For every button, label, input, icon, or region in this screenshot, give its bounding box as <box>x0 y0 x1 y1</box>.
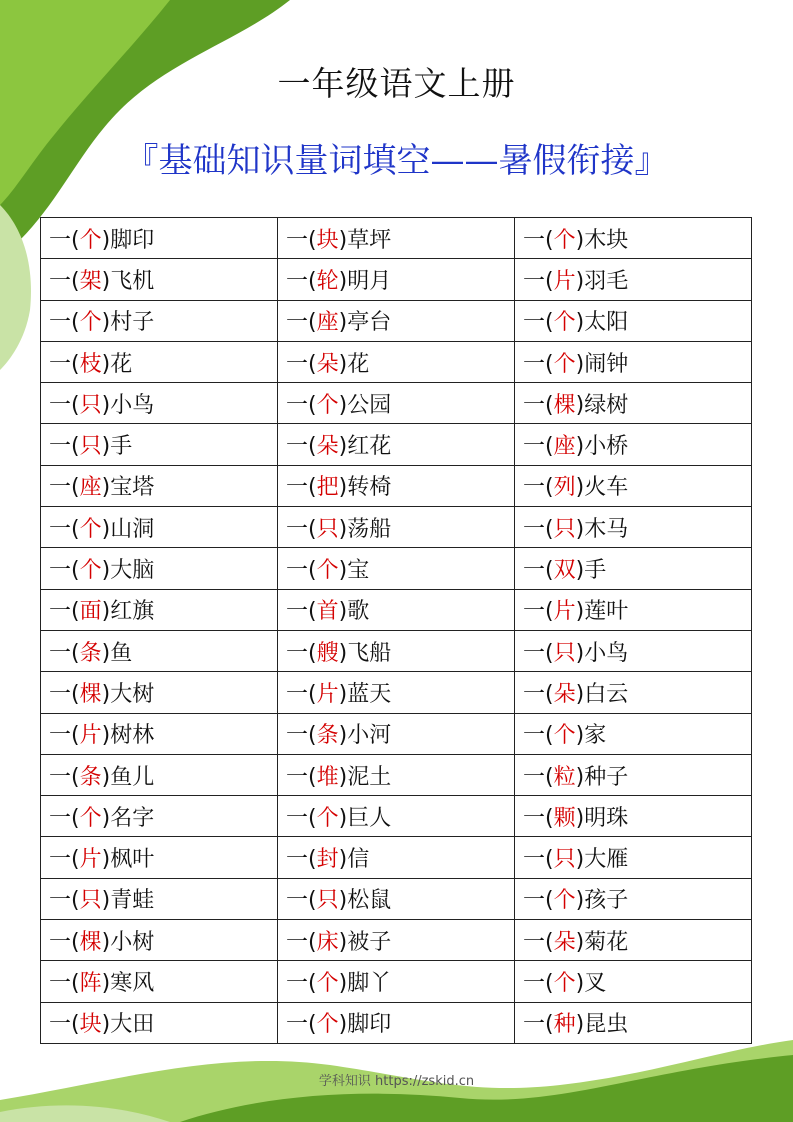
cell-suffix: )寒风 <box>101 970 155 996</box>
measure-word: 个 <box>553 888 576 914</box>
measure-word: 朵 <box>316 351 339 377</box>
cell-suffix: )信 <box>338 847 370 873</box>
cell-prefix: 一( <box>49 227 80 253</box>
measure-word: 条 <box>316 723 339 749</box>
table-cell <box>515 383 752 424</box>
measure-word: 座 <box>79 475 102 501</box>
measure-word: 只 <box>316 516 339 542</box>
measure-word: 片 <box>79 723 102 749</box>
cell-prefix: 一( <box>286 392 317 418</box>
cell-prefix: 一( <box>523 558 554 584</box>
cell-prefix: 一( <box>523 351 554 377</box>
cell-suffix: )转椅 <box>338 475 392 501</box>
measure-word: 个 <box>316 1012 339 1038</box>
measure-word: 座 <box>553 434 576 460</box>
table-cell <box>41 424 278 465</box>
cell-prefix: 一( <box>523 723 554 749</box>
table-cell <box>515 878 752 919</box>
footer-source: 学科知识 https://zskid.cn <box>318 1074 475 1089</box>
table-cell <box>278 548 515 589</box>
table-row <box>41 300 752 341</box>
measure-word: 床 <box>316 929 339 955</box>
cell-prefix: 一( <box>49 970 80 996</box>
table-row <box>41 424 752 465</box>
measure-word: 个 <box>553 723 576 749</box>
measure-word: 只 <box>553 847 576 873</box>
measure-word: 片 <box>553 268 576 294</box>
cell-prefix: 一( <box>49 640 80 666</box>
table-cell <box>278 383 515 424</box>
cell-suffix: )绿树 <box>575 392 629 418</box>
table-cell <box>278 837 515 878</box>
cell-prefix: 一( <box>49 888 80 914</box>
measure-word: 块 <box>79 1012 102 1038</box>
measure-word: 封 <box>316 847 339 873</box>
cell-prefix: 一( <box>49 392 80 418</box>
table-cell <box>278 259 515 300</box>
cell-prefix: 一( <box>286 970 317 996</box>
cell-prefix: 一( <box>523 475 554 501</box>
table-cell <box>41 1002 278 1043</box>
table-cell <box>41 961 278 1002</box>
cell-prefix: 一( <box>49 310 80 336</box>
cell-suffix: )脚丫 <box>338 970 392 996</box>
cell-prefix: 一( <box>286 805 317 831</box>
table-cell <box>278 465 515 506</box>
measure-word: 朵 <box>553 681 576 707</box>
cell-prefix: 一( <box>286 227 317 253</box>
table-cell <box>515 920 752 961</box>
table-cell <box>515 672 752 713</box>
measure-word: 面 <box>79 599 102 625</box>
cell-suffix: )闹钟 <box>575 351 629 377</box>
table-cell <box>515 424 752 465</box>
table-row <box>41 837 752 878</box>
measure-word: 个 <box>79 558 102 584</box>
cell-suffix: )白云 <box>575 681 629 707</box>
table-cell <box>515 341 752 382</box>
cell-prefix: 一( <box>286 351 317 377</box>
measure-word: 粒 <box>553 764 576 790</box>
cell-suffix: )公园 <box>338 392 392 418</box>
cell-suffix: )山洞 <box>101 516 155 542</box>
cell-prefix: 一( <box>523 805 554 831</box>
table-cell <box>41 837 278 878</box>
table-cell <box>278 754 515 795</box>
cell-suffix: )孩子 <box>575 888 629 914</box>
cell-suffix: )巨人 <box>338 805 392 831</box>
table-cell <box>515 1002 752 1043</box>
cell-prefix: 一( <box>49 847 80 873</box>
table-cell <box>515 218 752 259</box>
table-cell <box>41 259 278 300</box>
measure-word: 条 <box>79 764 102 790</box>
table-cell <box>41 507 278 548</box>
cell-suffix: )枫叶 <box>101 847 155 873</box>
cell-prefix: 一( <box>49 434 80 460</box>
cell-prefix: 一( <box>523 268 554 294</box>
cell-prefix: 一( <box>286 268 317 294</box>
measure-word: 朵 <box>316 434 339 460</box>
cell-suffix: )蓝天 <box>338 681 392 707</box>
table-row <box>41 630 752 671</box>
measure-word: 个 <box>553 310 576 336</box>
measure-word: 个 <box>79 805 102 831</box>
cell-suffix: )宝塔 <box>101 475 155 501</box>
cell-prefix: 一( <box>49 558 80 584</box>
measure-word: 个 <box>553 227 576 253</box>
table-cell <box>515 589 752 630</box>
table-cell <box>515 630 752 671</box>
cell-prefix: 一( <box>523 599 554 625</box>
cell-prefix: 一( <box>523 310 554 336</box>
cell-prefix: 一( <box>49 516 80 542</box>
measure-word: 只 <box>79 888 102 914</box>
cell-suffix: )脚印 <box>338 1012 392 1038</box>
cell-prefix: 一( <box>523 764 554 790</box>
cell-suffix: )鱼 <box>101 640 133 666</box>
cell-prefix: 一( <box>49 805 80 831</box>
table-cell <box>41 878 278 919</box>
cell-prefix: 一( <box>286 475 317 501</box>
table-row <box>41 713 752 754</box>
table-cell <box>41 672 278 713</box>
measure-word: 艘 <box>316 640 339 666</box>
table-cell <box>278 796 515 837</box>
table-row <box>41 878 752 919</box>
measure-word: 枝 <box>79 351 102 377</box>
cell-suffix: )脚印 <box>101 227 155 253</box>
measure-word: 片 <box>316 681 339 707</box>
cell-suffix: )飞机 <box>101 268 155 294</box>
table-cell <box>41 465 278 506</box>
measure-word: 把 <box>316 475 339 501</box>
table-cell <box>41 713 278 754</box>
table-cell <box>41 920 278 961</box>
cell-prefix: 一( <box>286 434 317 460</box>
cell-suffix: )草坪 <box>338 227 392 253</box>
table-cell <box>278 341 515 382</box>
cell-suffix: )小桥 <box>575 434 629 460</box>
page-subtitle: 『基础知识量词填空——暑假衔接』 <box>124 141 669 181</box>
measure-word: 首 <box>316 599 339 625</box>
cell-suffix: )太阳 <box>575 310 629 336</box>
cell-suffix: )小鸟 <box>101 392 155 418</box>
cell-prefix: 一( <box>523 227 554 253</box>
cell-suffix: )小树 <box>101 929 155 955</box>
table-row <box>41 589 752 630</box>
cell-prefix: 一( <box>286 681 317 707</box>
measure-word: 个 <box>553 351 576 377</box>
cell-prefix: 一( <box>523 640 554 666</box>
table-cell <box>278 1002 515 1043</box>
table-row <box>41 754 752 795</box>
table-cell <box>278 424 515 465</box>
table-cell <box>41 548 278 589</box>
measure-word: 个 <box>316 805 339 831</box>
cell-suffix: )红花 <box>338 434 392 460</box>
measure-word: 只 <box>553 640 576 666</box>
measure-word: 棵 <box>79 681 102 707</box>
measure-word: 座 <box>316 310 339 336</box>
cell-prefix: 一( <box>49 268 80 294</box>
cell-suffix: )红旗 <box>101 599 155 625</box>
measure-word: 双 <box>553 558 576 584</box>
measure-word: 只 <box>316 888 339 914</box>
table-cell <box>278 920 515 961</box>
measure-word: 只 <box>553 516 576 542</box>
table-cell <box>41 300 278 341</box>
cell-prefix: 一( <box>523 434 554 460</box>
table-cell <box>41 630 278 671</box>
measure-word: 轮 <box>316 268 339 294</box>
measure-word: 片 <box>553 599 576 625</box>
cell-suffix: )村子 <box>101 310 155 336</box>
cell-prefix: 一( <box>286 723 317 749</box>
table-cell <box>278 589 515 630</box>
cell-suffix: )木马 <box>575 516 629 542</box>
cell-prefix: 一( <box>286 516 317 542</box>
cell-suffix: )手 <box>575 558 607 584</box>
measure-word: 条 <box>79 640 102 666</box>
measure-word: 片 <box>79 847 102 873</box>
cell-suffix: )树林 <box>101 723 155 749</box>
cell-prefix: 一( <box>286 847 317 873</box>
measure-word: 架 <box>79 268 102 294</box>
cell-prefix: 一( <box>523 516 554 542</box>
table-cell <box>515 961 752 1002</box>
measure-word: 只 <box>79 392 102 418</box>
cell-prefix: 一( <box>286 310 317 336</box>
cell-prefix: 一( <box>523 847 554 873</box>
table-cell <box>278 672 515 713</box>
table-cell <box>515 507 752 548</box>
cell-suffix: )青蛙 <box>101 888 155 914</box>
table-cell <box>41 796 278 837</box>
table-row <box>41 1002 752 1043</box>
table-body <box>41 218 752 1044</box>
cell-prefix: 一( <box>523 681 554 707</box>
table-row <box>41 507 752 548</box>
cell-suffix: )莲叶 <box>575 599 629 625</box>
table-cell <box>278 630 515 671</box>
cell-suffix: )手 <box>101 434 133 460</box>
table-cell <box>515 713 752 754</box>
measure-word: 只 <box>79 434 102 460</box>
cell-prefix: 一( <box>523 1012 554 1038</box>
cell-suffix: )被子 <box>338 929 392 955</box>
cell-suffix: )羽毛 <box>575 268 629 294</box>
cell-prefix: 一( <box>286 599 317 625</box>
page-title: 一年级语文上册 <box>277 64 516 103</box>
cell-prefix: 一( <box>286 929 317 955</box>
cell-prefix: 一( <box>523 888 554 914</box>
measure-word: 朵 <box>553 929 576 955</box>
cell-suffix: )家 <box>575 723 607 749</box>
table-cell <box>515 837 752 878</box>
cell-prefix: 一( <box>286 888 317 914</box>
measure-word: 个 <box>79 310 102 336</box>
measure-word: 个 <box>79 227 102 253</box>
cell-suffix: )花 <box>101 351 133 377</box>
table-row <box>41 548 752 589</box>
cell-prefix: 一( <box>49 929 80 955</box>
table-cell <box>515 465 752 506</box>
table-cell <box>41 218 278 259</box>
table-row <box>41 218 752 259</box>
cell-suffix: )种子 <box>575 764 629 790</box>
cell-suffix: )荡船 <box>338 516 392 542</box>
measure-word: 堆 <box>316 764 339 790</box>
cell-suffix: )明月 <box>338 268 392 294</box>
measure-word-table <box>40 217 752 1044</box>
measure-word: 个 <box>316 970 339 996</box>
table-cell <box>41 754 278 795</box>
cell-suffix: )鱼儿 <box>101 764 155 790</box>
table-cell <box>41 383 278 424</box>
cell-suffix: )歌 <box>338 599 370 625</box>
cell-prefix: 一( <box>523 970 554 996</box>
measure-word: 列 <box>553 475 576 501</box>
cell-suffix: )小河 <box>338 723 392 749</box>
cell-suffix: )大脑 <box>101 558 155 584</box>
cell-suffix: )亭台 <box>338 310 392 336</box>
cell-prefix: 一( <box>49 681 80 707</box>
cell-suffix: )泥土 <box>338 764 392 790</box>
table-cell <box>515 754 752 795</box>
cell-prefix: 一( <box>49 351 80 377</box>
cell-suffix: )大雁 <box>575 847 629 873</box>
table-cell <box>41 341 278 382</box>
cell-suffix: )火车 <box>575 475 629 501</box>
measure-word: 种 <box>553 1012 576 1038</box>
measure-word: 块 <box>316 227 339 253</box>
measure-word: 颗 <box>553 805 576 831</box>
measure-word: 阵 <box>79 970 102 996</box>
table-cell <box>515 548 752 589</box>
table-cell <box>515 259 752 300</box>
table-row <box>41 465 752 506</box>
table-row <box>41 341 752 382</box>
table-cell <box>278 507 515 548</box>
table-cell <box>278 713 515 754</box>
cell-prefix: 一( <box>49 1012 80 1038</box>
table-cell <box>515 300 752 341</box>
table-row <box>41 796 752 837</box>
cell-prefix: 一( <box>286 640 317 666</box>
cell-suffix: )菊花 <box>575 929 629 955</box>
cell-prefix: 一( <box>286 558 317 584</box>
measure-word: 棵 <box>79 929 102 955</box>
table-row <box>41 961 752 1002</box>
cell-suffix: )叉 <box>575 970 607 996</box>
measure-word: 个 <box>316 558 339 584</box>
cell-prefix: 一( <box>49 475 80 501</box>
cell-suffix: )木块 <box>575 227 629 253</box>
cell-prefix: 一( <box>286 764 317 790</box>
cell-suffix: )大树 <box>101 681 155 707</box>
table-row <box>41 383 752 424</box>
table-cell <box>278 878 515 919</box>
cell-suffix: )名字 <box>101 805 155 831</box>
table-row <box>41 259 752 300</box>
table-cell <box>41 589 278 630</box>
cell-suffix: )明珠 <box>575 805 629 831</box>
cell-suffix: )飞船 <box>338 640 392 666</box>
cell-suffix: )昆虫 <box>575 1012 629 1038</box>
table-row <box>41 672 752 713</box>
cell-prefix: 一( <box>523 929 554 955</box>
table-row <box>41 920 752 961</box>
cell-suffix: )小鸟 <box>575 640 629 666</box>
table-cell <box>278 218 515 259</box>
measure-word: 个 <box>79 516 102 542</box>
cell-suffix: )松鼠 <box>338 888 392 914</box>
table-cell <box>278 300 515 341</box>
measure-word: 棵 <box>553 392 576 418</box>
cell-suffix: )大田 <box>101 1012 155 1038</box>
cell-prefix: 一( <box>286 1012 317 1038</box>
cell-prefix: 一( <box>49 723 80 749</box>
cell-suffix: )花 <box>338 351 370 377</box>
measure-word: 个 <box>553 970 576 996</box>
cell-prefix: 一( <box>523 392 554 418</box>
cell-suffix: )宝 <box>338 558 370 584</box>
cell-prefix: 一( <box>49 764 80 790</box>
cell-prefix: 一( <box>49 599 80 625</box>
table-cell <box>278 961 515 1002</box>
measure-word: 个 <box>316 392 339 418</box>
table-cell <box>515 796 752 837</box>
